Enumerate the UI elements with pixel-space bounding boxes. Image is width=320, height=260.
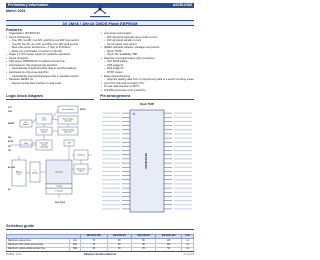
- feature-item: • Sector architecture: [6, 36, 99, 40]
- table-cell: 30: [80, 248, 107, 252]
- selection-guide-table: [6, 234, 194, 252]
- pin-name-placeholder: [174, 200, 192, 201]
- signal-label: VSS: [8, 111, 12, 113]
- signal-label: CE: [8, 146, 11, 148]
- signal-label: RESET: [8, 123, 15, 125]
- pin-name-placeholder: [102, 113, 120, 114]
- features-heading: Features: [6, 27, 22, 32]
- chip-label: AS29LV160: [144, 152, 148, 170]
- logic-block-label: Data latch: [77, 154, 85, 157]
- feature-item: • Sector protection: [6, 57, 99, 61]
- connector-line: [32, 119, 36, 123]
- pin-name-placeholder: [174, 183, 192, 184]
- pin-name-placeholder: [102, 179, 120, 180]
- feature-sub-item: – DQ7 DATA polling: [101, 60, 194, 64]
- table-cell: 50: [156, 248, 182, 252]
- row-label: Maximum access time: [7, 239, 70, 243]
- logic-block-heading: Logic block diagram: [6, 93, 43, 98]
- column-header: 29LV160-80: [107, 235, 131, 239]
- feature-item: • Automated on-chip erase algorithm: [6, 71, 99, 75]
- pin-name-placeholder: [102, 138, 120, 139]
- pin-name-placeholder: [102, 117, 120, 118]
- logic-block-label: Y decoder: [55, 190, 63, 193]
- signal-label: WE: [8, 137, 12, 139]
- pin-name-placeholder: [174, 129, 192, 130]
- pin-name-placeholder: [102, 158, 120, 159]
- pin-name-placeholder: [102, 204, 120, 205]
- pin-name-placeholder: [174, 113, 192, 114]
- table-cell: ns: [182, 248, 194, 252]
- feature-item: • Single 2.7-3.6V power supply for read/write operations: [6, 53, 99, 57]
- logic-block-label: buffers: [78, 170, 84, 173]
- connector-line: [52, 119, 58, 120]
- date: March 2001: [6, 9, 26, 13]
- feature-sub-item: – Automatically preprograms/erases chip or specified sectors: [6, 75, 99, 79]
- pin-arrangement-heading: Pin arrangement: [100, 93, 130, 98]
- logic-block-diagram: [6, 100, 94, 220]
- logic-block-label: / Output: [40, 144, 48, 147]
- pin-name-placeholder: [174, 208, 192, 209]
- logic-block-label: latch: [17, 173, 21, 176]
- table-cell: 70: [80, 239, 107, 243]
- footer-revision: 3/24/01; v.0.9: [6, 252, 21, 256]
- feature-sub-item: – One 16K; two 8K; one 32K; and thirty-one 64K byte sectors: [6, 39, 99, 43]
- pin-name-placeholder: [174, 204, 192, 205]
- pin-name-placeholder: [102, 188, 120, 189]
- table-cell: ns: [182, 239, 194, 243]
- pin-name-placeholder: [174, 167, 192, 168]
- pin-name-placeholder: [102, 163, 120, 164]
- table-cell: 90: [131, 243, 155, 247]
- pin-name-placeholder: [102, 121, 120, 122]
- feature-sub-item: – 200 nA typical automatic sleep mode current: [101, 36, 194, 40]
- feature-sub-item: – 44-pin SO; availability TBD: [101, 53, 194, 57]
- pin-arrangement-rule: [100, 99, 194, 100]
- pin-name-placeholder: [102, 142, 120, 143]
- feature-sub-item: – Erase any combination of sectors or full chip: [6, 50, 99, 54]
- table-cell: 80: [107, 239, 131, 243]
- feature-item: • Low VCC write lock-out below 1.5V: [101, 82, 194, 86]
- feature-item: • High speed 70/80/90/120 ns address access time: [6, 60, 99, 64]
- feature-sub-item: – One 8K; two 4K; one 16K; and thirty-one 32K word sectors: [6, 43, 99, 47]
- column-header: 29LV160-90: [131, 235, 155, 239]
- document-title-bar: [6, 20, 194, 26]
- logic-block-label: control: [41, 119, 47, 122]
- alliance-semiconductor-logo: [86, 3, 114, 19]
- table-cell: 35: [131, 248, 155, 252]
- signal-label: DQ0–DQ15: [55, 202, 65, 204]
- row-label: Maximum chip enable access time: [7, 243, 70, 247]
- logic-block-rule: [6, 99, 94, 100]
- column-header: 29LV160-120: [156, 235, 182, 239]
- logic-block-label: Sector switches: [62, 109, 74, 112]
- logic-block-label: Timer: [23, 143, 29, 146]
- pin-name-placeholder: [102, 125, 120, 126]
- feature-sub-item: – Automatically programs/verifies data at specified address: [6, 67, 99, 71]
- pin-name-placeholder: [102, 129, 120, 130]
- logic-block-label: Program voltage: [61, 129, 75, 132]
- feature-item: • 10 year data retention at 150°C: [101, 85, 194, 89]
- pin-name-placeholder: [102, 196, 120, 197]
- logic-block-label: Address: [15, 171, 23, 174]
- pin-name-placeholder: [174, 192, 192, 193]
- logic-block-label: STB: [67, 142, 71, 145]
- part-number: AS29LV160: [172, 2, 192, 7]
- table-cell: 120: [156, 239, 182, 243]
- features-list-right: [101, 32, 194, 93]
- feature-sub-item: – Supports reading data from or programming data to a sector not being erased: [101, 78, 194, 82]
- signal-label: RY/BY: [80, 109, 86, 111]
- table-cell: tOE: [69, 248, 80, 252]
- pin-name-placeholder: [102, 192, 120, 193]
- pin-name-placeholder: [102, 208, 120, 209]
- signal-label: A0–A19: [8, 167, 15, 169]
- feature-sub-item: – 10 mA typical read current: [101, 43, 194, 47]
- pin-name-placeholder: [102, 171, 120, 172]
- logic-block-label: detector: [22, 124, 30, 127]
- feature-sub-item: – 48-pin TSOP: [101, 50, 194, 54]
- column-header: 29LV160-70R: [80, 235, 107, 239]
- logic-block-label: X: [34, 170, 36, 173]
- feature-item: • Automated on-chip programming algorithm: [6, 64, 99, 68]
- footer-page-number: P. 1 of 27: [183, 252, 194, 256]
- feature-sub-item: – RY/BY output: [101, 71, 194, 75]
- feature-item: • Erase suspend/resume: [101, 75, 194, 79]
- signal-label: VCC: [8, 107, 12, 109]
- feature-item: • JEDEC standard software, packages and pinouts: [101, 46, 194, 50]
- logic-block-label: Cell matrix: [55, 171, 63, 174]
- document-title: 3V 2M×8 / 1M×16 CMOS Flash EEPROM: [62, 21, 138, 27]
- pin-name-placeholder: [174, 188, 192, 189]
- feature-sub-item: – 200 nA typical standby current: [101, 39, 194, 43]
- feature-sub-item: – DQ6 toggle bit: [101, 64, 194, 68]
- pin-name-placeholder: [174, 117, 192, 118]
- table-cell: 30: [107, 248, 131, 252]
- connector-line: [52, 110, 58, 119]
- table-cell: 120: [156, 243, 182, 247]
- logic-block-label: Input/Output: [76, 168, 86, 171]
- pin-name-placeholder: [174, 121, 192, 122]
- selection-guide-rule: [6, 229, 194, 230]
- logic-block-label: Y gating: [55, 185, 63, 188]
- logic-block-label: Command: [40, 129, 48, 132]
- pin-name-placeholder: [174, 150, 192, 151]
- table-cell: tCE: [69, 243, 80, 247]
- logic-block-label: register: [41, 131, 47, 134]
- logic-block-label: Chip enable: [39, 142, 49, 145]
- feature-sub-item: – Resets internal state machine to read mode: [6, 82, 99, 86]
- pin-arrangement-diagram: [100, 100, 194, 220]
- feature-item: • 100,000 write/erase cycle endurance: [101, 89, 194, 93]
- pin-name-placeholder: [174, 196, 192, 197]
- pin-name-placeholder: [102, 200, 120, 201]
- logic-block-label: enable logic: [39, 146, 49, 149]
- pin-name-placeholder: [174, 133, 192, 134]
- pin-name-placeholder: [102, 133, 120, 134]
- table-cell: 90: [131, 239, 155, 243]
- footer-company: Alliance Semiconductor: [83, 251, 117, 256]
- logic-block-label: decoder: [31, 172, 39, 175]
- pin-name-placeholder: [174, 154, 192, 155]
- signal-label: BYTE: [8, 141, 14, 143]
- pin-name-placeholder: [102, 146, 120, 147]
- pin-name-placeholder: [174, 175, 192, 176]
- feature-sub-item: – DQ2 toggle bit: [101, 67, 194, 71]
- logic-block-label: generator: [64, 131, 72, 134]
- signal-label: A-1: [8, 189, 12, 191]
- pin-name-placeholder: [174, 179, 192, 180]
- pin-name-placeholder: [174, 125, 192, 126]
- pin-name-placeholder: [102, 183, 120, 184]
- table-cell: tAA: [69, 239, 80, 243]
- pin-name-placeholder: [102, 167, 120, 168]
- pin-name-placeholder: [102, 154, 120, 155]
- logic-block-label: VCC: [24, 122, 28, 125]
- row-label: Maximum output enable access time: [7, 248, 70, 252]
- signal-label: OE: [8, 150, 11, 152]
- feature-item: • Hardware RESET pin: [6, 78, 99, 82]
- table-body: [7, 239, 194, 252]
- logic-block-label: generator: [64, 120, 72, 123]
- package-label: 48-pin TSOP: [139, 103, 155, 106]
- pin-name-placeholder: [174, 171, 192, 172]
- pin-name-placeholder: [174, 138, 192, 139]
- pin-name-placeholder: [102, 150, 120, 151]
- pin-name-placeholder: [174, 142, 192, 143]
- status-label: Preliminary information: [8, 2, 49, 7]
- feature-item: • Detection of program/erase cycle completion: [101, 57, 194, 61]
- pin-name-placeholder: [174, 158, 192, 159]
- logic-block-label: State: [42, 117, 46, 120]
- pin-name-placeholder: [174, 163, 192, 164]
- feature-item: • Low power consumption: [101, 32, 194, 36]
- feature-item: • Organization: 2M×8/1M×16: [6, 32, 99, 36]
- table-cell: 80: [107, 243, 131, 247]
- features-list-left: [6, 32, 99, 89]
- selection-guide-heading: Selection guide: [6, 223, 35, 228]
- pin-name-placeholder: [102, 175, 120, 176]
- feature-sub-item: – Boot code sector architecture—T (top) or B (bottom): [6, 46, 99, 50]
- table-cell: ns: [182, 243, 194, 247]
- table-cell: 70: [80, 243, 107, 247]
- pin-name-placeholder: [174, 146, 192, 147]
- logic-block-label: Erase voltage: [62, 118, 74, 121]
- column-header: Unit: [182, 235, 194, 239]
